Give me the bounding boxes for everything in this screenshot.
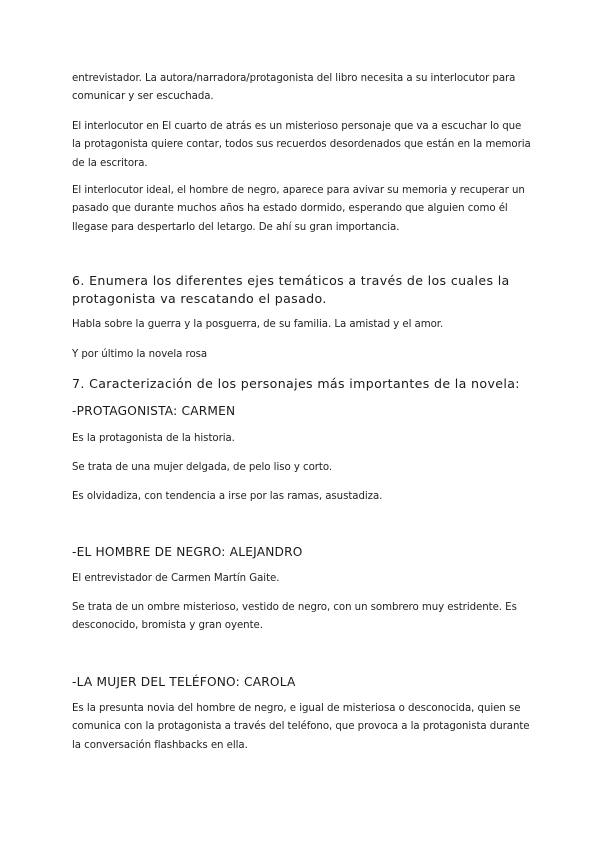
heading-carola: -LA MUJER DEL TELÉFONO: CAROLA	[72, 675, 296, 689]
alejandro-line-1: El entrevistador de Carmen Martín Gaite.	[72, 573, 280, 584]
question-6-answer-themes: Habla sobre la guerra y la posguerra, de su familia. La amistad y el amor.	[72, 319, 444, 330]
heading-alejandro: -EL HOMBRE DE NEGRO: ALEJANDRO	[72, 545, 303, 559]
carola-line-1: Es la presunta novia del hombre de negro, e igual de misteriosa o desconocida, quien se comunica con la protagonista a través del teléfono, que provoca a la protagonista durante la conversación flashbacks en ella.	[72, 703, 530, 751]
heading-carmen: -PROTAGONISTA: CARMEN	[72, 404, 236, 418]
carmen-line-3: Es olvidadiza, con tendencia a irse por las ramas, asustadiza.	[72, 491, 383, 502]
carmen-line-2: Se trata de una mujer delgada, de pelo liso y corto.	[72, 462, 333, 473]
question-6-title: 6. Enumera los diferentes ejes temáticos a través de los cuales la protagonista va rescatando el pasado.	[72, 273, 510, 306]
paragraph-interlocutor-intro: entrevistador. La autora/narradora/protagonista del libro necesita a su interlocutor para comunicar y ser escuchada.	[72, 73, 516, 103]
paragraph-ideal-interlocutor: El interlocutor ideal, el hombre de negro, aparece para avivar su memoria y recuperar un pasado que durante muchos años ha estado dormido, esperando que alguien como él llegase para despertarlo del letargo. De ahí su gran importancia.	[72, 185, 525, 233]
question-6-answer-romance: Y por último la novela rosa	[72, 349, 208, 360]
question-7-title: 7. Caracterización de los personajes más importantes de la novela:	[72, 376, 520, 391]
carmen-line-1: Es la protagonista de la historia.	[72, 433, 235, 444]
paragraph-interlocutor-role: El interlocutor en El cuarto de atrás es un misterioso personaje que va a escuchar lo que la protagonista quiere contar, todos sus recuerdos desordenados que están en la memoria de la escritora.	[72, 121, 531, 169]
alejandro-line-2: Se trata de un ombre misterioso, vestido de negro, con un sombrero muy estridente. Es desconocido, bromista y gran oyente.	[72, 602, 517, 632]
